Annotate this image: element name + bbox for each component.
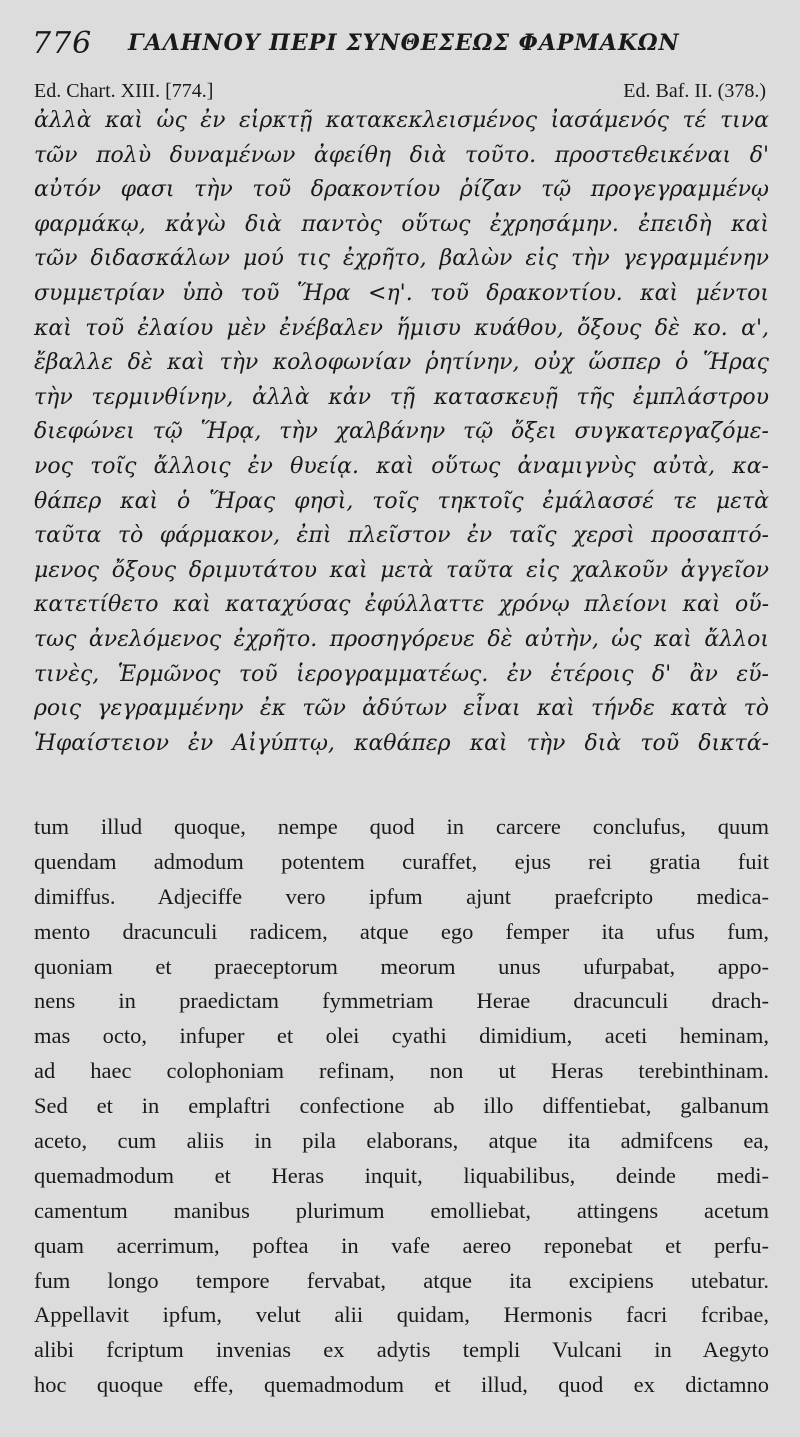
- latin-line: quoniam et praeceptorum meorum unus ufurpabat, appo-: [34, 953, 769, 979]
- greek-line: ἔβαλλε δὲ καὶ τὴν κολοφωνίαν ῥητίνην, οὐχ ὥσπερ ὁ Ἥρας: [34, 350, 769, 376]
- greek-line: διεφώνει τῷ Ἥρᾳ, τὴν χαλβάνην τῷ ὄξει συγκατεργαζόμε-: [34, 419, 769, 445]
- latin-line: tum illud quoque, nempe quod in carcere conclufus, quum: [34, 814, 769, 839]
- greek-line: νος τοῖς ἄλλοις ἐν θυείᾳ. καὶ οὕτως ἀναμιγνὺς αὐτὰ, κα-: [34, 453, 769, 479]
- greek-line: τῶν πολὺ δυναμένων ἀφείθη διὰ τοῦτο. προστεθεικέναι δ': [34, 142, 769, 168]
- greek-line: φαρμάκῳ, κἀγὼ διὰ παντὸς οὕτως ἐχρησάμην. ἐπειδὴ καὶ: [34, 211, 769, 237]
- greek-line: τινὲς, Ἑρμῶνος τοῦ ἱερογραμματέως. ἐν ἑτέροις δ' ἂν εὕ-: [34, 661, 769, 687]
- greek-line: τὴν τερμινθίνην, ἀλλὰ κἀν τῇ κατασκευῇ τῆς ἐμπλάστρου: [34, 384, 769, 410]
- latin-line: Appellavit ipfum, velut alii quidam, Hermonis facri fcribae,: [34, 1302, 769, 1328]
- greek-line: τῶν διδασκάλων μού τις ἐχρῆτο, βαλὼν εἰς τὴν γεγραμμένην: [34, 246, 769, 272]
- greek-line: ἀλλὰ καὶ ὡς ἐν εἱρκτῇ κατακεκλεισμένος ἰασάμενός τέ τινα: [34, 108, 769, 133]
- greek-line: τως ἀνελόμενος ἐχρῆτο. προσηγόρευε δὲ αὐτὴν, ὡς καὶ ἄλλοι: [34, 626, 769, 652]
- greek-line: καὶ τοῦ ἐλαίου μὲν ἐνέβαλεν ἥμισυ κυάθου, ὄξους δὲ κο. α',: [34, 315, 769, 341]
- latin-line: camentum manibus plurimum emolliebat, attingens acetum: [34, 1197, 769, 1223]
- latin-line: nens in praedictam fymmetriam Herae dracunculi drach-: [34, 988, 769, 1014]
- latin-line: quam acerrimum, poftea in vafe aereo reponebat et perfu-: [34, 1232, 769, 1258]
- latin-translation: [34, 810, 769, 1403]
- greek-line: ταῦτα τὸ φάρμακον, ἐπὶ πλεῖστον ἐν ταῖς χερσὶ προσαπτό-: [34, 523, 769, 549]
- page-number: 776: [32, 26, 93, 61]
- greek-line: κατετίθετο καὶ καταχύσας ἐφύλλαττε χρόνῳ πλείονι καὶ οὕ-: [34, 592, 769, 618]
- latin-line: fum longo tempore fervabat, atque ita excipiens utebatur.: [34, 1267, 769, 1293]
- latin-line: mas octo, infuper et olei cyathi dimidium, aceti heminam,: [34, 1023, 769, 1049]
- latin-line: hoc quoque effe, quemadmodum et illud, quod ex dictamno: [34, 1372, 769, 1398]
- greek-line: αὐτόν φασι τὴν τοῦ δρακοντίου ῥίζαν τῷ προγεγραμμένῳ: [34, 177, 769, 203]
- latin-line: aceto, cum aliis in pila elaborans, atque ita admifcens ea,: [34, 1128, 769, 1154]
- greek-line: μενος ὄξους δριμυτάτου καὶ μετὰ ταῦτα εἰς χαλκοῦν ἀγγεῖον: [34, 557, 769, 583]
- greek-line: ροις γεγραμμένην ἐκ τῶν ἀδύτων εἶναι καὶ τήνδε κατὰ τὸ: [34, 696, 769, 722]
- latin-line: alibi fcriptum invenias ex adytis templi Vulcani in Aegyto: [34, 1337, 769, 1363]
- edition-reference-chartier: Ed. Chart. XIII. [774.]: [34, 80, 214, 102]
- latin-line: Sed et in emplaftri confectione ab illo diffentiebat, galbanum: [34, 1093, 769, 1119]
- greek-line: θάπερ καὶ ὁ Ἥρας φησὶ, τοῖς τηκτοῖς ἐμάλασσέ τε μετὰ: [34, 488, 769, 514]
- latin-line: ad haec colophoniam refinam, non ut Heras terebinthinam.: [34, 1058, 769, 1084]
- latin-line: quemadmodum et Heras inquit, liquabilibus, deinde medi-: [34, 1162, 769, 1188]
- edition-reference-basel: Ed. Baf. II. (378.): [623, 80, 766, 102]
- latin-line: dimiffus. Adjeciffe vero ipfum ajunt praefcripto medica-: [34, 883, 769, 909]
- running-head: ΓΑΛΗΝΟΥ ΠΕΡΙ ΣΥΝΘΕΣΕΩΣ ΦΑΡΜΑΚΩΝ: [128, 30, 680, 56]
- greek-text: [34, 104, 769, 761]
- latin-line: quendam admodum potentem curaffet, ejus rei gratia fuit: [34, 848, 769, 874]
- latin-line: mento dracunculi radicem, atque ego femper ita ufus fum,: [34, 918, 769, 944]
- greek-line: Ἡφαίστειον ἐν Αἰγύπτῳ, καθάπερ καὶ τὴν διὰ τοῦ δικτά-: [34, 730, 769, 756]
- greek-line: συμμετρίαν ὑπὸ τοῦ Ἥρα <η'. τοῦ δρακοντίου. καὶ μέντοι: [34, 280, 769, 306]
